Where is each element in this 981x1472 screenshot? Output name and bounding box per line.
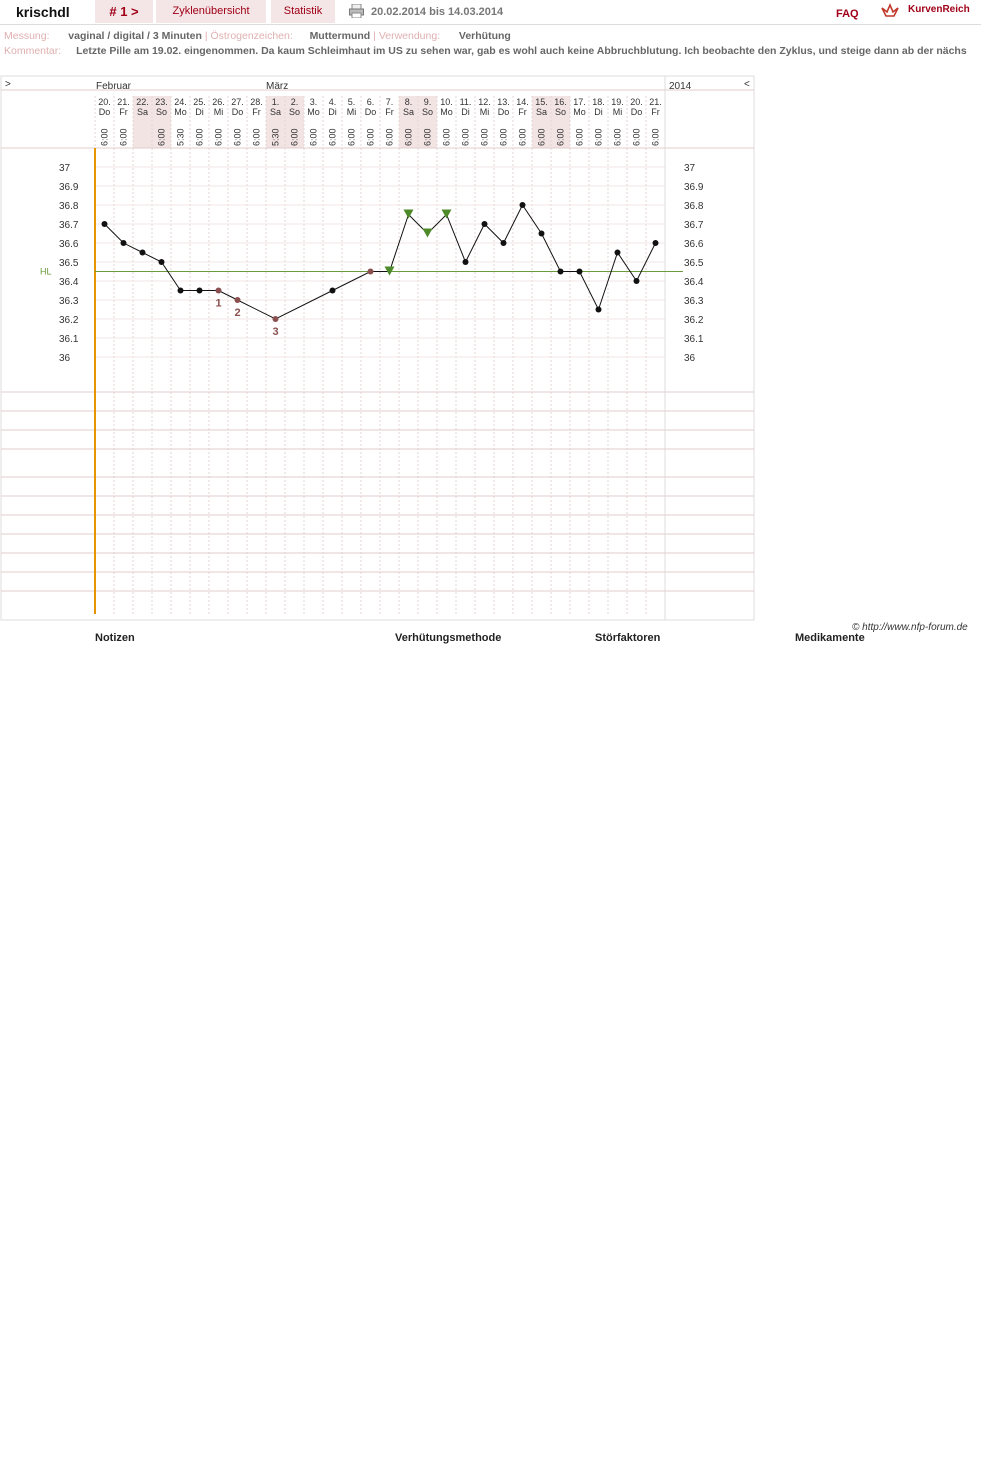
oestrogen-value: Muttermund: [309, 30, 371, 42]
kommentar-label: Kommentar:: [4, 45, 62, 57]
weekday-label: Sa: [136, 107, 149, 117]
date-label: 26.: [212, 97, 225, 107]
date-label: 24.: [174, 97, 187, 107]
weekday-label: Mi: [346, 107, 357, 117]
ytick-left: 36.5: [59, 258, 79, 269]
weekday-label: Do: [231, 107, 244, 117]
time-label: 6:00: [574, 128, 585, 146]
time-label: 6:00: [365, 128, 376, 146]
date-label: 19.: [611, 97, 624, 107]
date-label: 23.: [155, 97, 168, 107]
low-label: 2: [234, 307, 241, 319]
date-label: 10.: [440, 97, 453, 107]
time-label: 6:00: [631, 128, 642, 146]
date-label: 22.: [136, 97, 149, 107]
ytick-right: 36.1: [684, 334, 704, 345]
date-label: 4.: [328, 97, 337, 107]
brand-name: KurvenReich: [908, 4, 970, 15]
date-label: 14.: [516, 97, 529, 107]
ytick-right: 36.5: [684, 258, 704, 269]
time-label: 6:00: [327, 128, 338, 146]
temperature-point: [558, 269, 564, 275]
ytick-left: 36.8: [59, 201, 79, 212]
copyright: © http://www.nfp-forum.de: [852, 622, 968, 633]
time-label: 6:00: [498, 128, 509, 146]
nav-prev: >: [5, 79, 11, 90]
temperature-point: [577, 269, 583, 275]
date-label: 12.: [478, 97, 491, 107]
notes-header-notizen: Notizen: [95, 632, 135, 644]
time-label: 6:00: [308, 128, 319, 146]
oestrogen-label: Östrogenzeichen:: [210, 30, 293, 42]
ytick-left: 36.9: [59, 182, 79, 193]
temperature-point: [273, 316, 279, 322]
user-name[interactable]: krischdl: [16, 4, 70, 20]
ytick-left: 36.2: [59, 315, 79, 326]
ytick-right: 36.8: [684, 201, 704, 212]
ytick-right: 36.6: [684, 239, 704, 250]
weekday-label: Fr: [385, 107, 394, 117]
weekday-label: Sa: [402, 107, 415, 117]
time-label: 6:00: [650, 128, 661, 146]
verwendung-value: Verhütung: [458, 30, 511, 42]
temperature-point: [463, 259, 469, 265]
date-label: 7.: [385, 97, 394, 107]
time-label: 6:00: [251, 128, 262, 146]
weekday-label: Mo: [174, 107, 187, 117]
time-label: 5:30: [175, 128, 186, 146]
date-label: 16.: [554, 97, 567, 107]
weekday-label: Do: [364, 107, 377, 117]
ytick-left: 36.3: [59, 296, 79, 307]
weekday-label: Mo: [440, 107, 453, 117]
weekday-label: Do: [630, 107, 643, 117]
time-label: 6:00: [517, 128, 528, 146]
time-label: 6:00: [232, 128, 243, 146]
temperature-point: [121, 240, 127, 246]
date-label: 21.: [117, 97, 130, 107]
date-label: 3.: [309, 97, 318, 107]
ytick-right: 36.2: [684, 315, 704, 326]
time-label: 6:00: [118, 128, 129, 146]
temperature-point: [501, 240, 507, 246]
brand-logo[interactable]: [880, 2, 980, 20]
temperature-point: [615, 250, 621, 256]
weekday-label: Di: [328, 107, 337, 117]
ytick-right: 36.3: [684, 296, 704, 307]
weekday-label: Sa: [535, 107, 548, 117]
weekday-label: Di: [195, 107, 204, 117]
ytick-left: 36.6: [59, 239, 79, 250]
time-label: 6:00: [99, 128, 110, 146]
time-label: 6:00: [555, 128, 566, 146]
tab-overview[interactable]: Zyklenübersicht: [156, 0, 266, 23]
notes-header-medikamente: Medikamente: [795, 632, 865, 644]
time-label: 6:00: [479, 128, 490, 146]
temperature-point: [596, 307, 602, 313]
time-label: 6:00: [194, 128, 205, 146]
time-label: 6:00: [536, 128, 547, 146]
temperature-point: [368, 269, 374, 275]
print-icon[interactable]: [349, 4, 364, 18]
date-label: 9.: [423, 97, 432, 107]
temperature-point: [102, 221, 108, 227]
date-label: 20.: [98, 97, 111, 107]
ytick-left: 36.1: [59, 334, 79, 345]
notes-header-method: Verhütungsmethode: [395, 632, 502, 644]
ytick-right: 37: [684, 163, 696, 174]
date-label: 13.: [497, 97, 510, 107]
weekday-label: Fr: [252, 107, 261, 117]
date-label: 28.: [250, 97, 263, 107]
weekday-label: So: [554, 107, 567, 117]
time-label: 6:00: [213, 128, 224, 146]
temperature-point: [653, 240, 659, 246]
date-label: 25.: [193, 97, 206, 107]
time-label: 6:00: [460, 128, 471, 146]
low-label: 3: [272, 326, 279, 338]
date-label: 1.: [271, 97, 280, 107]
kommentar-value: Letzte Pille am 19.02. eingenommen. Da kaum Schleimhaut im US zu sehen war, gab es wohl auch keine Abbruchblutung. Ich beobachte den Zyklus, und steige dann ab der nächs: [76, 45, 967, 57]
verwendung-label: Verwendung:: [378, 30, 441, 42]
time-label: 5:30: [270, 128, 281, 146]
temperature-point: [159, 259, 165, 265]
ytick-right: 36: [684, 353, 696, 364]
date-label: 11.: [459, 97, 472, 107]
weekday-label: Fr: [518, 107, 527, 117]
weekday-label: So: [155, 107, 168, 117]
time-label: 6:00: [346, 128, 357, 146]
month-label: März: [266, 81, 289, 92]
weekday-label: Mi: [479, 107, 490, 117]
cycle-nav[interactable]: # 1 >: [95, 0, 153, 23]
time-label: 6:00: [289, 128, 300, 146]
messung-label: Messung:: [4, 30, 50, 42]
coverline-label: HL: [40, 266, 52, 277]
time-label: 6:00: [156, 128, 167, 146]
weekday-label: So: [421, 107, 434, 117]
year-label: 2014: [669, 81, 692, 92]
date-label: 6.: [366, 97, 375, 107]
date-label: 20.: [630, 97, 643, 107]
ytick-left: 36.4: [59, 277, 79, 288]
weekday-label: Fr: [119, 107, 128, 117]
weekday-label: Do: [497, 107, 510, 117]
weekday-label: Di: [461, 107, 470, 117]
temperature-point: [634, 278, 640, 284]
time-label: 6:00: [612, 128, 623, 146]
ytick-left: 36.7: [59, 220, 79, 231]
ytick-left: 36: [59, 353, 71, 364]
date-label: 18.: [592, 97, 605, 107]
date-label: 21.: [649, 97, 662, 107]
nav-next: <: [744, 79, 750, 90]
weekday-label: Di: [594, 107, 603, 117]
weekday-label: Mi: [213, 107, 224, 117]
temperature-point: [539, 231, 545, 237]
time-label: 6:00: [441, 128, 452, 146]
time-label: 6:00: [593, 128, 604, 146]
date-label: 17.: [573, 97, 586, 107]
weekday-label: Do: [98, 107, 111, 117]
time-label: 6:00: [384, 128, 395, 146]
temperature-point: [216, 288, 222, 294]
weekday-label: Mo: [307, 107, 320, 117]
top-bar: [0, 0, 981, 25]
weekday-label: Mo: [573, 107, 586, 117]
low-label: 1: [215, 297, 222, 310]
tab-statistics[interactable]: Statistik: [271, 0, 335, 23]
notes-header-stoer: Störfaktoren: [595, 632, 661, 644]
temperature-point: [235, 297, 241, 303]
temperature-point: [140, 250, 146, 256]
date-label: 27.: [231, 97, 244, 107]
weekday-label: Fr: [651, 107, 660, 117]
temperature-point: [197, 288, 203, 294]
ytick-right: 36.7: [684, 220, 704, 231]
date-label: 2.: [290, 97, 299, 107]
date-range: 20.02.2014 bis 14.03.2014: [371, 6, 504, 18]
time-label: 6:00: [422, 128, 433, 146]
month-label: Februar: [96, 81, 132, 92]
weekday-label: Mi: [612, 107, 623, 117]
temperature-point: [482, 221, 488, 227]
temperature-point: [178, 288, 184, 294]
ytick-left: 37: [59, 163, 71, 174]
ytick-right: 36.9: [684, 182, 704, 193]
temperature-point: [520, 202, 526, 208]
weekday-label: So: [288, 107, 301, 117]
date-label: 5.: [347, 97, 356, 107]
faq-link[interactable]: FAQ: [836, 8, 859, 20]
weekday-label: Sa: [269, 107, 282, 117]
messung-value: vaginal / digital / 3 Minuten: [68, 30, 202, 42]
date-label: 15.: [535, 97, 548, 107]
comment-info: [4, 45, 967, 57]
measurement-info: Messung: vaginal / digital / 3 Minuten | Östrogenzeichen: Muttermund | Verwendung: Verhütung: [4, 30, 511, 42]
temperature-point: [330, 288, 336, 294]
cycle-chart: [0, 70, 981, 630]
date-label: 8.: [404, 97, 413, 107]
time-label: 6:00: [403, 128, 414, 146]
ytick-right: 36.4: [684, 277, 704, 288]
